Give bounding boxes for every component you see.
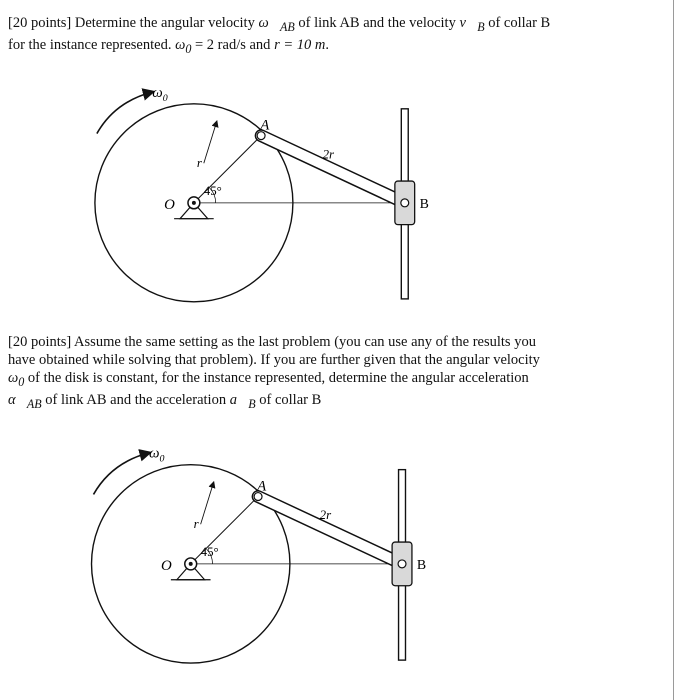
r-dimension-arrow <box>201 483 214 525</box>
omega0-label <box>152 85 167 104</box>
omega0-arrow <box>97 92 152 134</box>
p2-text-a: Assume the same setting as the last problem (you can use any of the results you have obtained while solving that problem). If you are further given that the angular velocity <box>8 334 540 368</box>
pin-o-center <box>189 562 193 566</box>
o-label: O <box>160 557 172 574</box>
problem-1-statement <box>8 14 568 58</box>
omega0-label <box>149 446 165 465</box>
b-label: B <box>416 557 427 573</box>
p2-omega0: $\omega_0$ <box>8 370 25 389</box>
omega0-arrow <box>93 453 149 495</box>
omega0-subscript: 0 <box>159 453 165 465</box>
p1-text-and: and <box>245 36 275 53</box>
figure-2-mechanism <box>80 425 480 675</box>
figure-1-mechanism <box>85 63 481 315</box>
problem-2-statement <box>8 333 548 413</box>
b-label: B <box>419 195 429 211</box>
pin-b <box>401 199 409 207</box>
o-label: O <box>164 196 175 213</box>
2r-label: 2r <box>319 508 332 523</box>
r-label: r <box>193 517 199 532</box>
omega0-symbol: ω <box>152 84 163 101</box>
p1-points: [20 points] <box>8 15 72 31</box>
omega0-subscript: 0 <box>162 92 168 104</box>
p2-text-d: of collar B <box>255 391 322 408</box>
a-label: A <box>260 117 270 134</box>
p1-given-omega: = 2 rad/s <box>191 36 246 53</box>
p1-text-c: of collar B for the instance represented. <box>8 15 551 53</box>
p1-omega0: $\omega_0$ <box>175 36 192 56</box>
angle-label: 45° <box>200 544 219 559</box>
link-ab-fill <box>258 497 402 564</box>
p1-text-b: of link AB and the velocity <box>294 15 460 31</box>
p1-omega-ab: $\omega⃗_{AB}$ <box>258 15 295 34</box>
p1-text-end: . <box>325 36 329 53</box>
p2-a-b: $a⃗_B$ <box>229 391 256 411</box>
p2-alpha-ab: $\alpha⃗_{AB}$ <box>8 391 42 411</box>
p1-v-b: $v⃗_B$ <box>459 15 485 34</box>
p2-points: [20 points] <box>8 334 72 350</box>
omega0-symbol: ω <box>149 445 160 462</box>
p1-text-a: Determine the angular velocity <box>71 15 259 31</box>
2r-label: 2r <box>322 147 335 162</box>
angle-label: 45° <box>203 183 222 198</box>
p1-given-r: r = 10 m <box>274 36 326 53</box>
p2-text-c: of link AB and the acceleration <box>41 391 230 408</box>
a-label: A <box>257 478 267 495</box>
r-label: r <box>196 156 202 171</box>
pin-b <box>398 560 406 568</box>
r-dimension-arrow <box>204 122 217 164</box>
link-ab-fill <box>261 136 405 203</box>
p2-text-b: of the disk is constant, for the instance represented, determine the angular acceleration <box>24 370 529 386</box>
pin-o-center <box>192 201 196 205</box>
